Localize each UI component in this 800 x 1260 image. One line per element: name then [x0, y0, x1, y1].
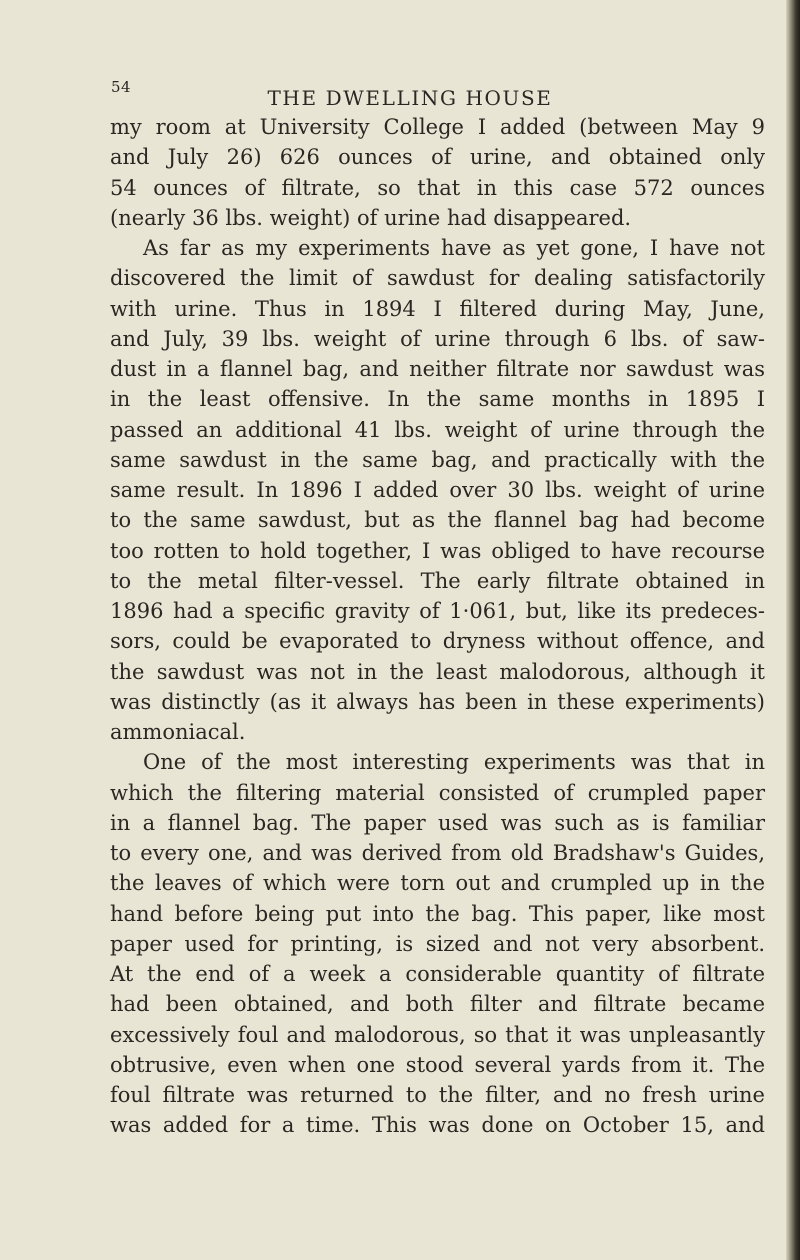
- text-line: hand before being put into the bag. This paper, like most: [110, 901, 765, 926]
- paragraph: [110, 233, 765, 747]
- text-line: to every one, and was derived from old Bradshaw's Guides,: [110, 841, 765, 865]
- text-line: discovered the limit of sawdust for dealing satisfactorily: [110, 266, 765, 291]
- text-line: and July 26) 626 ounces of urine, and obtained only: [110, 145, 765, 170]
- text-line: same sawdust in the same bag, and practically with the: [110, 447, 765, 472]
- text-line: to the metal filter-vessel. The early filtrate obtained in: [110, 568, 765, 593]
- text-line: foul filtrate was returned to the filter, and no fresh urine: [110, 1083, 765, 1107]
- page-binding-edge: [786, 0, 800, 1260]
- text-line: As far as my experiments have as yet gone, I have not: [143, 236, 765, 260]
- text-line: (nearly 36 lbs. weight) of urine had disappeared.: [110, 205, 632, 230]
- text-line: with urine. Thus in 1894 I filtered during May, June,: [110, 296, 765, 321]
- text-line: the sawdust was not in the least malodorous, although it: [110, 659, 765, 684]
- paragraph: [110, 747, 765, 1140]
- text-line: At the end of a week a considerable quantity of filtrate: [110, 962, 765, 986]
- text-line: sors, could be evaporated to dryness without offence, and: [110, 629, 765, 654]
- text-line: my room at University College I added (between May 9: [110, 115, 765, 139]
- text-line: One of the most interesting experiments was that in: [143, 750, 765, 775]
- text-line: paper used for printing, is sized and not very absorbent.: [110, 931, 765, 956]
- text-line: to the same sawdust, but as the flannel bag had become: [110, 508, 765, 533]
- text-line: was added for a time. This was done on October 15, and: [110, 1113, 765, 1138]
- text-line: too rotten to hold together, I was obliged to have recourse: [110, 538, 765, 563]
- text-line: had been obtained, and both filter and filtrate became: [110, 992, 765, 1017]
- running-title: THE DWELLING HOUSE: [267, 86, 553, 110]
- paragraph: [110, 112, 765, 233]
- text-line: in a flannel bag. The paper used was such as is familiar: [110, 810, 765, 835]
- text-line: 54 ounces of filtrate, so that in this case 572 ounces: [110, 175, 765, 200]
- text-line: excessively foul and malodorous, so that it was unpleasantly: [110, 1022, 765, 1047]
- text-line: obtrusive, even when one stood several yards from it. The: [110, 1052, 765, 1077]
- text-line: same result. In 1896 I added over 30 lbs. weight of urine: [110, 478, 765, 502]
- text-line: dust in a flannel bag, and neither filtrate nor sawdust was: [110, 357, 765, 381]
- text-line: in the least offensive. In the same months in 1895 I: [110, 387, 765, 412]
- text-line: 1896 had a specific gravity of 1·061, but, like its predeces-: [110, 599, 765, 623]
- body-text: [110, 112, 765, 1141]
- page-number: 54: [111, 78, 132, 96]
- text-line: ammoniacal.: [110, 720, 246, 744]
- text-line: which the filtering material consisted of crumpled paper: [110, 780, 765, 805]
- text-line: and July, 39 lbs. weight of urine through 6 lbs. of saw-: [110, 326, 765, 351]
- text-line: passed an additional 41 lbs. weight of urine through the: [110, 417, 765, 442]
- text-line: the leaves of which were torn out and crumpled up in the: [110, 871, 765, 896]
- text-line: was distinctly (as it always has been in these experiments): [110, 689, 765, 714]
